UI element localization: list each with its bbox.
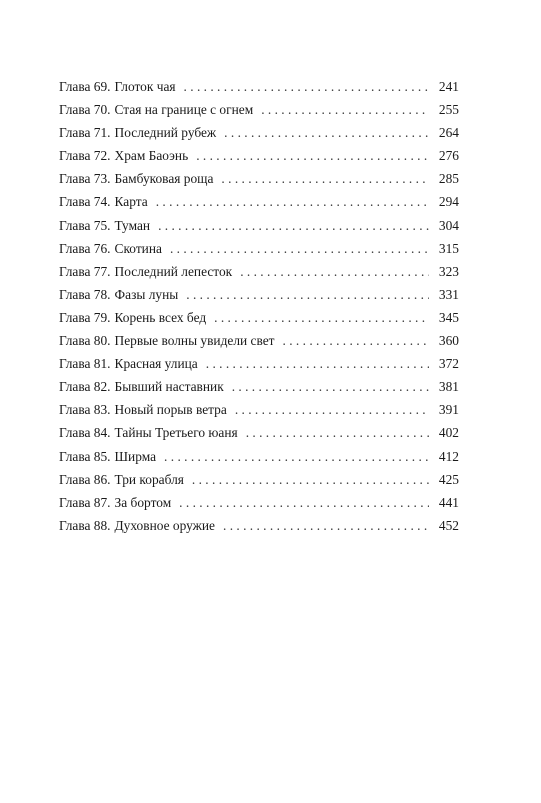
chapter-title: Последний рубеж (114, 125, 217, 141)
chapter-title: Тайны Третьего юаня (114, 425, 238, 441)
dot-leader (184, 75, 429, 98)
toc-entry[interactable] (59, 375, 459, 398)
chapter-number: Глава 77. (59, 263, 111, 279)
chapter-number: Глава 83. (59, 402, 111, 418)
chapter-number: Глава 80. (59, 333, 111, 349)
dot-leader (192, 468, 429, 491)
dot-leader (235, 398, 429, 421)
dot-leader (170, 237, 429, 260)
toc-entry[interactable] (59, 190, 459, 213)
toc-entry[interactable] (59, 121, 459, 144)
page-number: 323 (438, 263, 459, 279)
toc-entry[interactable] (59, 237, 459, 260)
page-number: 315 (438, 240, 459, 256)
toc-entry[interactable] (59, 167, 459, 190)
chapter-title: Храм Баоэнь (114, 148, 189, 164)
toc-entry[interactable] (59, 491, 459, 514)
chapter-title: Фазы луны (114, 286, 179, 302)
chapter-number: Глава 84. (59, 425, 111, 441)
toc-entry[interactable] (59, 144, 459, 167)
page-number: 372 (438, 356, 459, 372)
dot-leader (223, 514, 429, 537)
dot-leader (246, 421, 429, 444)
page-number: 441 (438, 494, 459, 510)
dot-leader (158, 214, 429, 237)
chapter-title: Скотина (114, 240, 162, 256)
chapter-title: Ширма (114, 448, 157, 464)
chapter-title: Карта (114, 194, 148, 210)
toc-entry[interactable] (59, 421, 459, 444)
dot-leader (214, 306, 429, 329)
chapter-number: Глава 86. (59, 471, 111, 487)
dot-leader (240, 260, 429, 283)
page-number: 255 (438, 102, 459, 118)
page-number: 345 (438, 309, 459, 325)
toc-entry[interactable] (59, 398, 459, 421)
chapter-number: Глава 69. (59, 79, 111, 94)
page-number: 425 (438, 471, 459, 487)
chapter-number: Глава 78. (59, 286, 111, 302)
dot-leader (283, 329, 429, 352)
chapter-title: За бортом (114, 494, 172, 510)
dot-leader (196, 144, 429, 167)
page-number: 285 (438, 171, 459, 187)
page-number: 412 (438, 448, 459, 464)
toc-entry[interactable] (59, 352, 459, 375)
page-number: 276 (438, 148, 459, 164)
chapter-number: Глава 74. (59, 194, 111, 210)
chapter-title: Новый порыв ветра (114, 402, 227, 418)
chapter-title: Корень всех бед (114, 309, 207, 325)
toc-entry[interactable] (59, 283, 459, 306)
page-number: 241 (438, 79, 459, 94)
chapter-number: Глава 79. (59, 309, 111, 325)
toc-entry[interactable] (59, 445, 459, 468)
chapter-number: Глава 75. (59, 217, 111, 233)
page-number: 294 (438, 194, 459, 210)
chapter-number: Глава 85. (59, 448, 111, 464)
chapter-number: Глава 81. (59, 356, 111, 372)
chapter-title: Первые волны увидели свет (114, 333, 275, 349)
chapter-title: Духовное оружие (114, 517, 215, 533)
toc-entry[interactable] (59, 306, 459, 329)
dot-leader (221, 167, 429, 190)
page-number: 391 (438, 402, 459, 418)
table-of-contents (59, 75, 459, 537)
dot-leader (156, 190, 429, 213)
page-number: 452 (438, 517, 459, 533)
dot-leader (164, 445, 429, 468)
chapter-title: Бывший наставник (114, 379, 224, 395)
chapter-title: Глоток чая (114, 79, 176, 94)
chapter-number: Глава 70. (59, 102, 111, 118)
chapter-title: Стая на границе с огнем (114, 102, 254, 118)
page-number: 402 (438, 425, 459, 441)
chapter-title: Три корабля (114, 471, 184, 487)
chapter-number: Глава 72. (59, 148, 111, 164)
page-number: 360 (438, 333, 459, 349)
toc-entry[interactable] (59, 214, 459, 237)
toc-entry[interactable] (59, 98, 459, 121)
dot-leader (232, 375, 429, 398)
toc-entry[interactable] (59, 468, 459, 491)
page-number: 304 (438, 217, 459, 233)
chapter-number: Глава 82. (59, 379, 111, 395)
chapter-number: Глава 73. (59, 171, 111, 187)
chapter-title: Красная улица (114, 356, 198, 372)
page-number: 331 (438, 286, 459, 302)
chapter-title: Бамбуковая роща (114, 171, 214, 187)
page-number: 381 (438, 379, 459, 395)
toc-entry[interactable] (59, 260, 459, 283)
chapter-number: Глава 87. (59, 494, 111, 510)
dot-leader (261, 98, 429, 121)
toc-entry[interactable] (59, 329, 459, 352)
chapter-title: Последний лепесток (114, 263, 233, 279)
toc-entry[interactable] (59, 514, 459, 537)
dot-leader (179, 491, 429, 514)
chapter-title: Туман (114, 217, 151, 233)
chapter-number: Глава 88. (59, 517, 111, 533)
dot-leader (206, 352, 429, 375)
chapter-number: Глава 76. (59, 240, 111, 256)
dot-leader (186, 283, 429, 306)
dot-leader (224, 121, 429, 144)
page-number: 264 (438, 125, 459, 141)
chapter-number: Глава 71. (59, 125, 111, 141)
toc-entry[interactable] (59, 75, 459, 98)
